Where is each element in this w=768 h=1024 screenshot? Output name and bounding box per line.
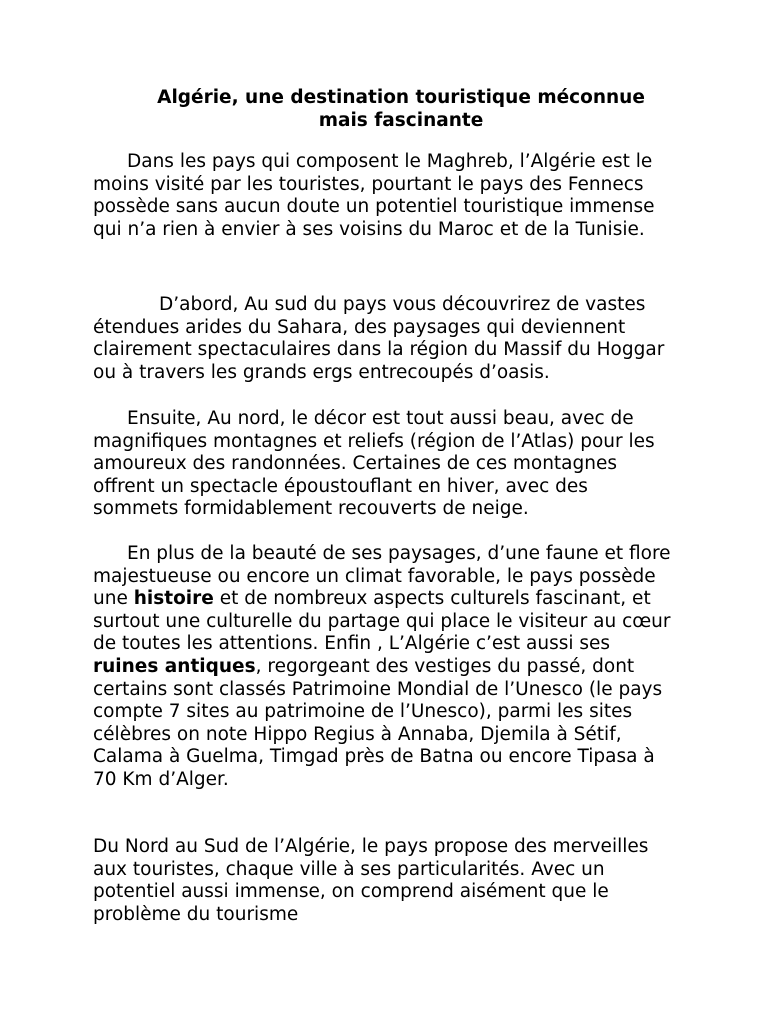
- paragraph-north: Ensuite, Au nord, le décor est tout aussi beau, avec de magnifiques montagnes et reliefs (région de l’Atlas) pour les amoureux des randonnées. Certaines de ces montagnes offrent un spectacle époustouflant en hiver, avec des sommets formidablement recouverts de neige.: [93, 408, 655, 520]
- paragraph-culture-text-3: , regorgeant des vestiges du passé, dont certains sont classés Patrimoine Mondial de l’Unesco (le pays compte 7 sites au patrimoine de l’Unesco), parmi les sites célèbres on note Hippo Regius à Annaba, Djemila à Sétif, Calama à Guelma, Timgad près de Batna ou encore Tipasa à 70 Km d’Alger.: [93, 655, 663, 790]
- document-title: [96, 86, 706, 132]
- paragraph-culture: [93, 543, 678, 792]
- bold-histoire: histoire: [133, 588, 214, 610]
- title-line-1: Algérie, une destination touristique méconnue: [157, 87, 645, 108]
- paragraph-south: D’abord, Au sud du pays vous découvrirez de vastes étendues arides du Sahara, des paysages qui deviennent clairement spectaculaires dans la région du Massif du Hoggar ou à travers les grands ergs entrecoupés d’oasis.: [93, 294, 665, 383]
- title-line-2: mais fascinante: [318, 110, 484, 131]
- bold-ruines-antiques: ruines antiques: [93, 655, 256, 677]
- paragraph-conclusion: Du Nord au Sud de l’Algérie, le pays propose des merveilles aux touristes, chaque ville à ses particularités. Avec un potentiel aussi immense, on comprend aisément que le problème du tourisme: [93, 836, 649, 925]
- paragraph-intro: Dans les pays qui composent le Maghreb, l’Algérie est le moins visité par les touristes, pourtant le pays des Fennecs possède sans aucun doute un potentiel touristique immense qui n’a rien à envier à ses voisins du Maroc et de la Tunisie.: [93, 151, 655, 240]
- paragraph-culture-text-1: En plus de la beauté de ses paysages, d’une faune et flore majestueuse ou encore un climat favorable, le pays possède une: [93, 543, 671, 610]
- paragraph-culture-text-2: et de nombreux aspects culturels fascinant, et surtout une culturelle du partage qui place le visiteur au cœur de toutes les attentions. Enfin , L’Algérie c’est aussi ses: [93, 588, 671, 655]
